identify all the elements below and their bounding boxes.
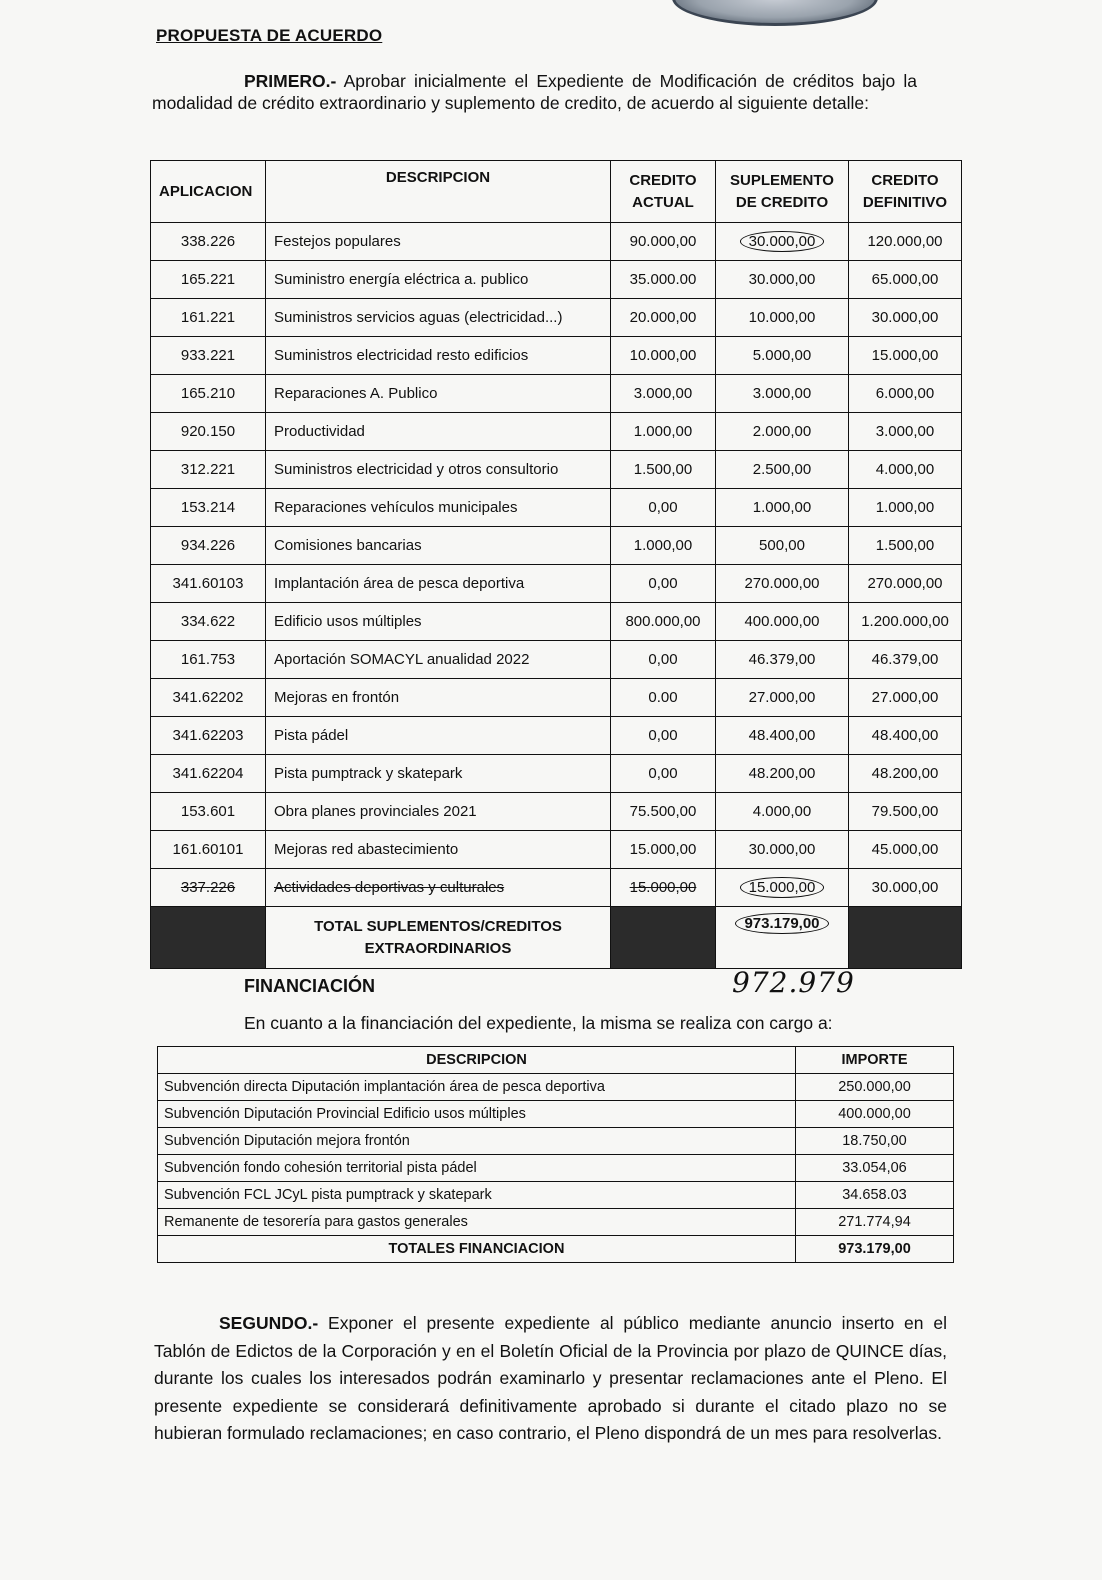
fin-cell-importe: 250.000,00 (796, 1074, 954, 1101)
cell-credito-actual-text: 1.500,00 (633, 461, 693, 478)
cell-credito-actual-text: 15.000,00 (629, 841, 697, 858)
cell-credito-actual-text: 0,00 (648, 575, 678, 592)
cell-descripcion (266, 375, 611, 413)
cell-aplicacion (151, 489, 266, 527)
cell-descripcion-text: Productividad (274, 423, 365, 440)
cell-credito-definitivo (849, 869, 962, 907)
table-row (151, 375, 962, 413)
table-row (151, 641, 962, 679)
cell-credito-actual-text: 0,00 (648, 499, 678, 516)
cell-suplemento-text: 27.000,00 (748, 689, 816, 706)
cell-aplicacion-text: 161.221 (180, 309, 236, 326)
table-row (151, 527, 962, 565)
segundo-paragraph (154, 1310, 947, 1448)
cell-descripcion-text: Suministros electricidad resto edificios (274, 347, 529, 364)
cell-descripcion (266, 299, 611, 337)
credit-modification-table (150, 160, 962, 969)
cell-aplicacion-text: 161.60101 (172, 841, 244, 858)
cell-descripcion (266, 527, 611, 565)
cell-credito-definitivo (849, 603, 962, 641)
cell-credito-actual (611, 565, 716, 603)
cell-suplemento (716, 337, 849, 375)
cell-credito-definitivo-text: 1.000,00 (875, 499, 935, 516)
cell-descripcion-text: Pista pádel (274, 727, 349, 744)
cell-credito-definitivo-text: 120.000,00 (867, 233, 943, 250)
cell-suplemento (716, 451, 849, 489)
cell-suplemento (716, 793, 849, 831)
cell-descripcion-text: Edificio usos múltiples (274, 613, 422, 630)
cell-credito-definitivo-text: 30.000,00 (871, 309, 939, 326)
cell-aplicacion-text: 338.226 (180, 233, 236, 250)
table-row (158, 1182, 954, 1209)
cell-credito-definitivo (849, 337, 962, 375)
seal-stamp (672, 0, 878, 26)
cell-credito-actual (611, 603, 716, 641)
fin-cell-descripcion: Subvención FCL JCyL pista pumptrack y skatepark (158, 1182, 796, 1209)
table-row (151, 489, 962, 527)
cell-aplicacion-text: 341.62203 (172, 727, 244, 744)
cell-credito-definitivo (849, 755, 962, 793)
cell-suplemento-text: 270.000,00 (744, 575, 820, 592)
cell-credito-actual-text: 20.000,00 (629, 309, 697, 326)
fin-header-importe: IMPORTE (796, 1047, 954, 1074)
cell-credito-definitivo-text: 3.000,00 (875, 423, 935, 440)
fin-total-value: 973.179,00 (796, 1236, 954, 1263)
primero-text: Aprobar inicialmente el Expediente de Modificación de créditos bajo la modalidad de crédito extraordinario y suplemento de credito, de acuerdo al siguiente detalle: (152, 71, 917, 113)
cell-descripcion (266, 261, 611, 299)
segundo-lead: SEGUNDO.- (219, 1313, 319, 1333)
table-row (151, 831, 962, 869)
cell-descripcion (266, 223, 611, 261)
cell-aplicacion (151, 413, 266, 451)
cell-credito-actual (611, 489, 716, 527)
table-row (151, 299, 962, 337)
cell-aplicacion-text: 341.62204 (172, 765, 244, 782)
header-aplicacion: APLICACION (151, 161, 266, 223)
cell-suplemento (716, 679, 849, 717)
cell-descripcion-text: Suministro energía eléctrica a. publico (274, 271, 529, 288)
total-value: 973.179,00 (735, 913, 828, 934)
total-dark-cell (611, 907, 716, 969)
cell-aplicacion-text: 337.226 (180, 879, 236, 896)
segundo-text: Exponer el presente expediente al público mediante anuncio inserto en el Tablón de Edictos de la Corporación y en el Boletín Oficial de la Provincia por plazo de QUINCE días, durante los cuales los interesados podrán examinarlo y presentar reclamaciones ante el Pleno. El presente expediente se considerará definitivamente aprobado si durante el citado plazo no se hubieran formulado reclamaciones; en caso contrario, el Pleno dispondrá de un mes para resolverlas. (154, 1313, 947, 1443)
cell-descripcion (266, 565, 611, 603)
cell-credito-definitivo (849, 223, 962, 261)
cell-descripcion-text: Aportación SOMACYL anualidad 2022 (274, 651, 530, 668)
cell-descripcion (266, 793, 611, 831)
total-label-line2: EXTRAORDINARIOS (364, 939, 512, 957)
cell-credito-actual (611, 223, 716, 261)
header-credito-actual-line2: ACTUAL (632, 193, 694, 211)
cell-credito-definitivo (849, 489, 962, 527)
cell-aplicacion (151, 793, 266, 831)
cell-descripcion-text: Comisiones bancarias (274, 537, 422, 554)
cell-suplemento (716, 641, 849, 679)
cell-suplemento (716, 413, 849, 451)
cell-credito-actual-text: 15.000,00 (629, 879, 697, 896)
cell-suplemento-text: 30.000,00 (740, 231, 825, 252)
financiacion-intro: En cuanto a la financiación del expediente, la misma se realiza con cargo a: (244, 1013, 833, 1033)
fin-header-descripcion: DESCRIPCION (158, 1047, 796, 1074)
cell-credito-actual (611, 299, 716, 337)
cell-suplemento (716, 831, 849, 869)
cell-descripcion-text: Actividades deportivas y culturales (274, 879, 505, 896)
cell-credito-definitivo-text: 6.000,00 (875, 385, 935, 402)
cell-credito-actual-text: 0.00 (648, 689, 678, 706)
cell-suplemento-text: 30.000,00 (748, 841, 816, 858)
header-credito-actual (611, 161, 716, 223)
cell-credito-definitivo-text: 27.000,00 (871, 689, 939, 706)
cell-descripcion (266, 603, 611, 641)
handwritten-total: 972.979 (732, 966, 855, 999)
cell-aplicacion (151, 299, 266, 337)
fin-cell-importe: 34.658.03 (796, 1182, 954, 1209)
table-row (151, 413, 962, 451)
cell-credito-actual-text: 800.000,00 (625, 613, 701, 630)
cell-aplicacion (151, 261, 266, 299)
cell-credito-definitivo-text: 1.500,00 (875, 537, 935, 554)
cell-credito-actual (611, 679, 716, 717)
cell-suplemento-text: 2.500,00 (752, 461, 812, 478)
header-definitivo-line2: DEFINITIVO (862, 193, 948, 211)
cell-descripcion (266, 869, 611, 907)
cell-credito-definitivo-text: 30.000,00 (871, 879, 939, 896)
cell-suplemento-text: 2.000,00 (752, 423, 812, 440)
table-row (151, 717, 962, 755)
cell-credito-actual (611, 717, 716, 755)
table-row (151, 679, 962, 717)
table-row (151, 869, 962, 907)
cell-aplicacion-text: 161.753 (180, 651, 236, 668)
cell-credito-actual-text: 35.000.00 (629, 271, 697, 288)
financing-table (157, 1046, 954, 1263)
fin-cell-descripcion: Subvención Diputación Provincial Edificio usos múltiples (158, 1101, 796, 1128)
fin-cell-importe: 271.774,94 (796, 1209, 954, 1236)
financiacion-title: FINANCIACIÓN (244, 976, 375, 996)
cell-credito-definitivo (849, 451, 962, 489)
cell-descripcion (266, 413, 611, 451)
page-title: PROPUESTA DE ACUERDO (156, 26, 383, 45)
cell-suplemento (716, 869, 849, 907)
cell-suplemento (716, 299, 849, 337)
total-dark-cell (849, 907, 962, 969)
cell-credito-definitivo (849, 375, 962, 413)
fin-cell-descripcion: Subvención fondo cohesión territorial pista pádel (158, 1155, 796, 1182)
cell-aplicacion (151, 717, 266, 755)
cell-credito-definitivo (849, 565, 962, 603)
cell-credito-actual-text: 75.500,00 (629, 803, 697, 820)
header-suplemento-line1: SUPLEMENTO (730, 171, 834, 189)
cell-descripcion-text: Pista pumptrack y skatepark (274, 765, 463, 782)
cell-credito-actual-text: 0,00 (648, 727, 678, 744)
cell-descripcion-text: Implantación área de pesca deportiva (274, 575, 525, 592)
total-label-line1: TOTAL SUPLEMENTOS/CREDITOS (314, 917, 562, 935)
cell-suplemento (716, 375, 849, 413)
cell-suplemento-text: 15.000,00 (740, 877, 825, 898)
cell-descripcion-text: Mejoras en frontón (274, 689, 400, 706)
cell-descripcion-text: Reparaciones vehículos municipales (274, 499, 518, 516)
cell-descripcion-text: Suministros servicios aguas (electricidad...) (274, 309, 563, 326)
cell-aplicacion (151, 679, 266, 717)
cell-suplemento (716, 717, 849, 755)
cell-suplemento-text: 48.400,00 (748, 727, 816, 744)
table-row (151, 451, 962, 489)
total-value-cell (716, 907, 849, 969)
table-row (151, 337, 962, 375)
cell-credito-definitivo-text: 270.000,00 (867, 575, 943, 592)
table-row (158, 1155, 954, 1182)
cell-suplemento (716, 261, 849, 299)
cell-descripcion (266, 489, 611, 527)
cell-credito-definitivo-text: 4.000,00 (875, 461, 935, 478)
header-credito-definitivo (849, 161, 962, 223)
cell-aplicacion (151, 223, 266, 261)
cell-credito-actual-text: 1.000,00 (633, 537, 693, 554)
cell-aplicacion (151, 831, 266, 869)
cell-descripcion-text: Mejoras red abastecimiento (274, 841, 459, 858)
table-row (158, 1074, 954, 1101)
cell-descripcion (266, 679, 611, 717)
header-definitivo-line1: CREDITO (871, 171, 939, 189)
cell-aplicacion (151, 451, 266, 489)
header-descripcion: DESCRIPCION (266, 161, 611, 223)
cell-suplemento-text: 1.000,00 (752, 499, 812, 516)
cell-descripcion-text: Suministros electricidad y otros consultorio (274, 461, 559, 478)
cell-aplicacion (151, 375, 266, 413)
cell-suplemento-text: 30.000,00 (748, 271, 816, 288)
cell-descripcion-text: Festejos populares (274, 233, 401, 250)
cell-aplicacion (151, 565, 266, 603)
cell-suplemento (716, 755, 849, 793)
table-row (151, 793, 962, 831)
cell-credito-actual (611, 755, 716, 793)
cell-credito-actual (611, 831, 716, 869)
cell-credito-definitivo (849, 679, 962, 717)
cell-credito-actual-text: 1.000,00 (633, 423, 693, 440)
table-row (158, 1128, 954, 1155)
table-row (151, 603, 962, 641)
cell-descripcion (266, 755, 611, 793)
cell-suplemento (716, 565, 849, 603)
cell-credito-actual (611, 451, 716, 489)
fin-cell-importe: 33.054,06 (796, 1155, 954, 1182)
cell-aplicacion-text: 934.226 (180, 537, 236, 554)
fin-total-label: TOTALES FINANCIACION (158, 1236, 796, 1263)
table-row (158, 1101, 954, 1128)
cell-credito-definitivo (849, 527, 962, 565)
total-dark-cell (151, 907, 266, 969)
cell-credito-definitivo-text: 48.200,00 (871, 765, 939, 782)
table-row (158, 1209, 954, 1236)
cell-aplicacion-text: 165.210 (180, 385, 236, 402)
cell-suplemento (716, 489, 849, 527)
fin-cell-importe: 400.000,00 (796, 1101, 954, 1128)
cell-suplemento (716, 527, 849, 565)
cell-credito-definitivo-text: 65.000,00 (871, 271, 939, 288)
cell-credito-definitivo (849, 413, 962, 451)
cell-credito-definitivo (849, 793, 962, 831)
cell-credito-definitivo-text: 79.500,00 (871, 803, 939, 820)
header-suplemento (716, 161, 849, 223)
cell-credito-definitivo (849, 717, 962, 755)
cell-aplicacion (151, 755, 266, 793)
cell-suplemento (716, 603, 849, 641)
cell-descripcion (266, 451, 611, 489)
cell-aplicacion-text: 341.62202 (172, 689, 244, 706)
cell-aplicacion-text: 312.221 (180, 461, 236, 478)
cell-aplicacion-text: 341.60103 (172, 575, 244, 592)
cell-credito-actual-text: 90.000,00 (629, 233, 697, 250)
fin-cell-importe: 18.750,00 (796, 1128, 954, 1155)
cell-credito-definitivo-text: 46.379,00 (871, 651, 939, 668)
cell-descripcion-text: Obra planes provinciales 2021 (274, 803, 477, 820)
cell-aplicacion (151, 869, 266, 907)
fin-cell-descripcion: Remanente de tesorería para gastos generales (158, 1209, 796, 1236)
cell-credito-definitivo-text: 1.200.000,00 (861, 613, 949, 630)
cell-credito-actual (611, 413, 716, 451)
cell-credito-definitivo (849, 831, 962, 869)
cell-aplicacion-text: 334.622 (180, 613, 236, 630)
cell-suplemento-text: 5.000,00 (752, 347, 812, 364)
cell-aplicacion-text: 153.601 (180, 803, 236, 820)
total-label (266, 907, 611, 969)
cell-credito-definitivo (849, 261, 962, 299)
cell-suplemento-text: 3.000,00 (752, 385, 812, 402)
fin-cell-descripcion: Subvención directa Diputación implantación área de pesca deportiva (158, 1074, 796, 1101)
cell-credito-actual (611, 261, 716, 299)
cell-credito-actual (611, 793, 716, 831)
cell-aplicacion (151, 641, 266, 679)
cell-suplemento-text: 4.000,00 (752, 803, 812, 820)
cell-credito-actual (611, 527, 716, 565)
primero-lead: PRIMERO.- (244, 71, 337, 91)
cell-suplemento-text: 48.200,00 (748, 765, 816, 782)
cell-credito-actual (611, 337, 716, 375)
cell-credito-actual (611, 375, 716, 413)
cell-credito-definitivo-text: 48.400,00 (871, 727, 939, 744)
cell-aplicacion (151, 337, 266, 375)
cell-aplicacion-text: 153.214 (180, 499, 236, 516)
cell-suplemento-text: 400.000,00 (744, 613, 820, 630)
cell-credito-definitivo (849, 641, 962, 679)
table-row (151, 755, 962, 793)
table-row (151, 565, 962, 603)
table-row (151, 261, 962, 299)
cell-credito-definitivo-text: 45.000,00 (871, 841, 939, 858)
cell-credito-actual (611, 869, 716, 907)
cell-credito-actual-text: 10.000,00 (629, 347, 697, 364)
cell-suplemento-text: 10.000,00 (748, 309, 816, 326)
cell-aplicacion (151, 527, 266, 565)
cell-descripcion-text: Reparaciones A. Publico (274, 385, 438, 402)
cell-credito-actual-text: 0,00 (648, 765, 678, 782)
cell-credito-actual (611, 641, 716, 679)
cell-suplemento-text: 500,00 (759, 537, 805, 554)
cell-credito-actual-text: 0,00 (648, 651, 678, 668)
header-credito-actual-line1: CREDITO (629, 171, 697, 189)
cell-aplicacion-text: 933.221 (180, 347, 236, 364)
cell-aplicacion (151, 603, 266, 641)
cell-suplemento-text: 46.379,00 (748, 651, 816, 668)
cell-aplicacion-text: 920.150 (180, 423, 236, 440)
cell-suplemento (716, 223, 849, 261)
fin-cell-descripcion: Subvención Diputación mejora frontón (158, 1128, 796, 1155)
cell-credito-actual-text: 3.000,00 (633, 385, 693, 402)
cell-descripcion (266, 641, 611, 679)
cell-aplicacion-text: 165.221 (180, 271, 236, 288)
cell-credito-definitivo-text: 15.000,00 (871, 347, 939, 364)
cell-descripcion (266, 337, 611, 375)
cell-descripcion (266, 717, 611, 755)
table-row (151, 223, 962, 261)
header-suplemento-line2: DE CREDITO (735, 193, 829, 211)
cell-credito-definitivo (849, 299, 962, 337)
primero-paragraph (152, 70, 917, 114)
cell-descripcion (266, 831, 611, 869)
